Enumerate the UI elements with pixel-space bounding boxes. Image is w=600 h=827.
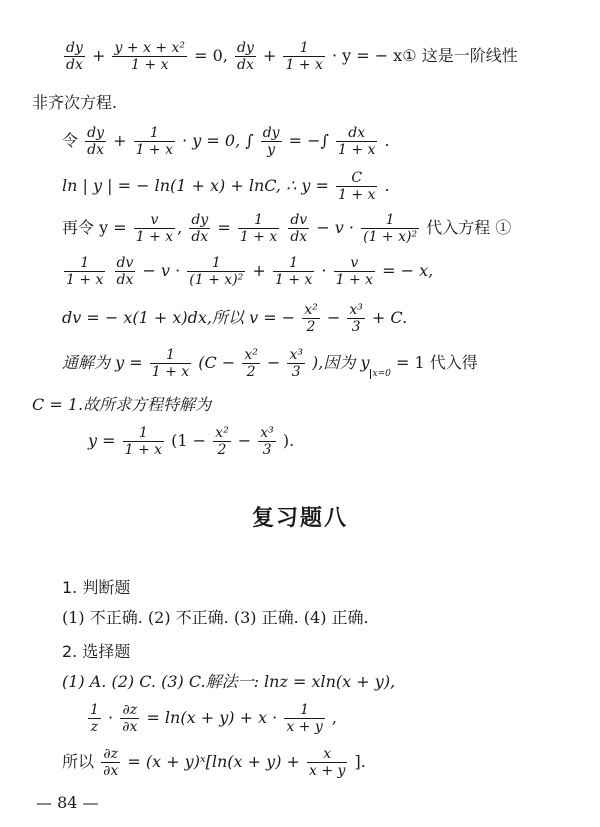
text-line-9: C = 1.故所求方程特解为 [32,395,212,414]
fraction: $\frac{1}{z}$ [90,702,99,735]
fraction: $\frac{1}{1 + x}$ [66,255,104,288]
eq-line-10: y = $\frac{1}{1 + x}$ (1 − $\frac{\text{x²}}{2}$ − $\frac{\text{x³}}{3}$ ). [88,425,295,458]
fraction: $\frac{dy}{dx}$ [191,212,209,245]
fraction: $\frac{1}{1 + x}$ [124,425,163,458]
text-line-2: 非齐次方程. [32,93,118,112]
fraction: $\frac{dy}{dx}$ [237,40,254,73]
fraction: $\frac{\text{x³}}{3}$ [289,347,303,380]
fraction: $\frac{1}{1 + x}$ [274,255,313,288]
fraction: $\frac{dy}{dx}$ [66,40,83,73]
eq-line-3: 令 $\frac{dy}{dx}$ + $\frac{1}{1 + x}$ · y = 0, ∫ $\frac{dy}{y}$ = −∫ $\frac{dx}{1 + x}$ . [62,125,390,158]
eq-line-5: 再令 y = $\frac{v}{1 + x}$ , $\frac{dy}{dx}$ = $\frac{1}{1 + x}$ $\frac{dv}{dx}$ − v · $\frac{1}{\text{(1 + x)²}}$ 代入方程 ① [62,212,512,245]
fraction: $\frac{dv}{dx}$ [116,255,134,288]
fraction: $\frac{1}{\text{(1 + x)²}}$ [363,212,418,245]
fraction: $\frac{1}{1 + x}$ [239,212,278,245]
eq-line-6: $\frac{1}{1 + x}$ $\frac{dv}{dx}$ − v · $\frac{1}{\text{(1 + x)²}}$ + $\frac{1}{1 + x}$ · $\frac{v}{1 + x}$ = − x, [66,255,434,288]
section-2-line-1: (1) A. (2) C. (3) C.解法一: lnz = xln(x + y), [62,672,396,691]
chapter-heading: 复习题八 [251,506,348,531]
eval-bar: x=0 [370,369,391,379]
fraction: $\frac{v}{1 + x}$ [335,255,374,288]
section-1-body: (1) 不正确. (2) 不正确. (3) 正确. (4) 正确. [62,608,369,627]
eq-line-8: 通解为 y = $\frac{1}{1 + x}$ (C − $\frac{\text{x²}}{2}$ − $\frac{\text{x³}}{3}$ ),因为 $y_{x=0} = 1$ 代入得 [62,347,478,380]
section-2-title: 2. 选择题 [62,642,131,661]
fraction: $\frac{1}{1 + x}$ [151,347,190,380]
eq-line-7: dv = − x(1 + x)dx,所以 v = − $\frac{\text{x²}}{2}$ − $\frac{\text{x³}}{3}$ + C. [62,302,408,335]
fraction: $\frac{1}{1 + x}$ [285,40,323,73]
page-number: — 84 — [36,793,99,812]
section-2-line-2: $\frac{1}{z}$ · $\frac{\partial z}{\partial x}$ = ln(x + y) + x · $\frac{1}{x + y}$ , [90,702,337,735]
section-1-title: 1. 判断题 [62,578,131,597]
fraction: $\frac{\text{y + x + x²}}{1 + x}$ [114,40,186,73]
fraction: $\frac{dy}{y}$ [262,125,280,158]
fraction: $\frac{dv}{dx}$ [290,212,308,245]
fraction: $\frac{\text{x³}}{3}$ [260,425,274,458]
fraction: $\frac{\partial z}{\partial x}$ [103,746,119,779]
fraction: $\frac{dy}{dx}$ [87,125,104,158]
eq-line-1: $\frac{dy}{dx}$ + $\frac{\text{y + x + x²}}{1 + x}$ = 0, $\frac{dy}{dx}$ + $\frac{1}{1 + x}$ · y = − x① 这是一阶线性 [66,40,518,73]
fraction: $\frac{1}{x + y}$ [286,702,323,735]
fraction: $\frac{\text{x²}}{2}$ [304,302,318,335]
fraction: $\frac{\partial z}{\partial x}$ [122,702,138,735]
fraction: $\frac{x}{x + y}$ [309,746,346,779]
fraction: $\frac{\text{x³}}{3}$ [349,302,363,335]
fraction: $\frac{1}{1 + x}$ [135,125,174,158]
eq-line-4: ln | y | = − ln(1 + x) + lnC, ∴ y = $\frac{C}{1 + x}$ . [62,170,390,203]
fraction: $\frac{\text{x²}}{2}$ [215,425,229,458]
fraction: $\frac{v}{1 + x}$ [135,212,174,245]
fraction: $\frac{\text{x²}}{2}$ [244,347,258,380]
fraction: $\frac{1}{\text{(1 + x)²}}$ [189,255,244,288]
fraction: $\frac{dx}{1 + x}$ [337,125,376,158]
section-2-line-3: 所以 $\frac{\partial z}{\partial x}$ = (x + y)ˣ[ln(x + y) + $\frac{x}{x + y}$ ]. [62,746,366,779]
fraction: $\frac{C}{1 + x}$ [338,170,376,203]
